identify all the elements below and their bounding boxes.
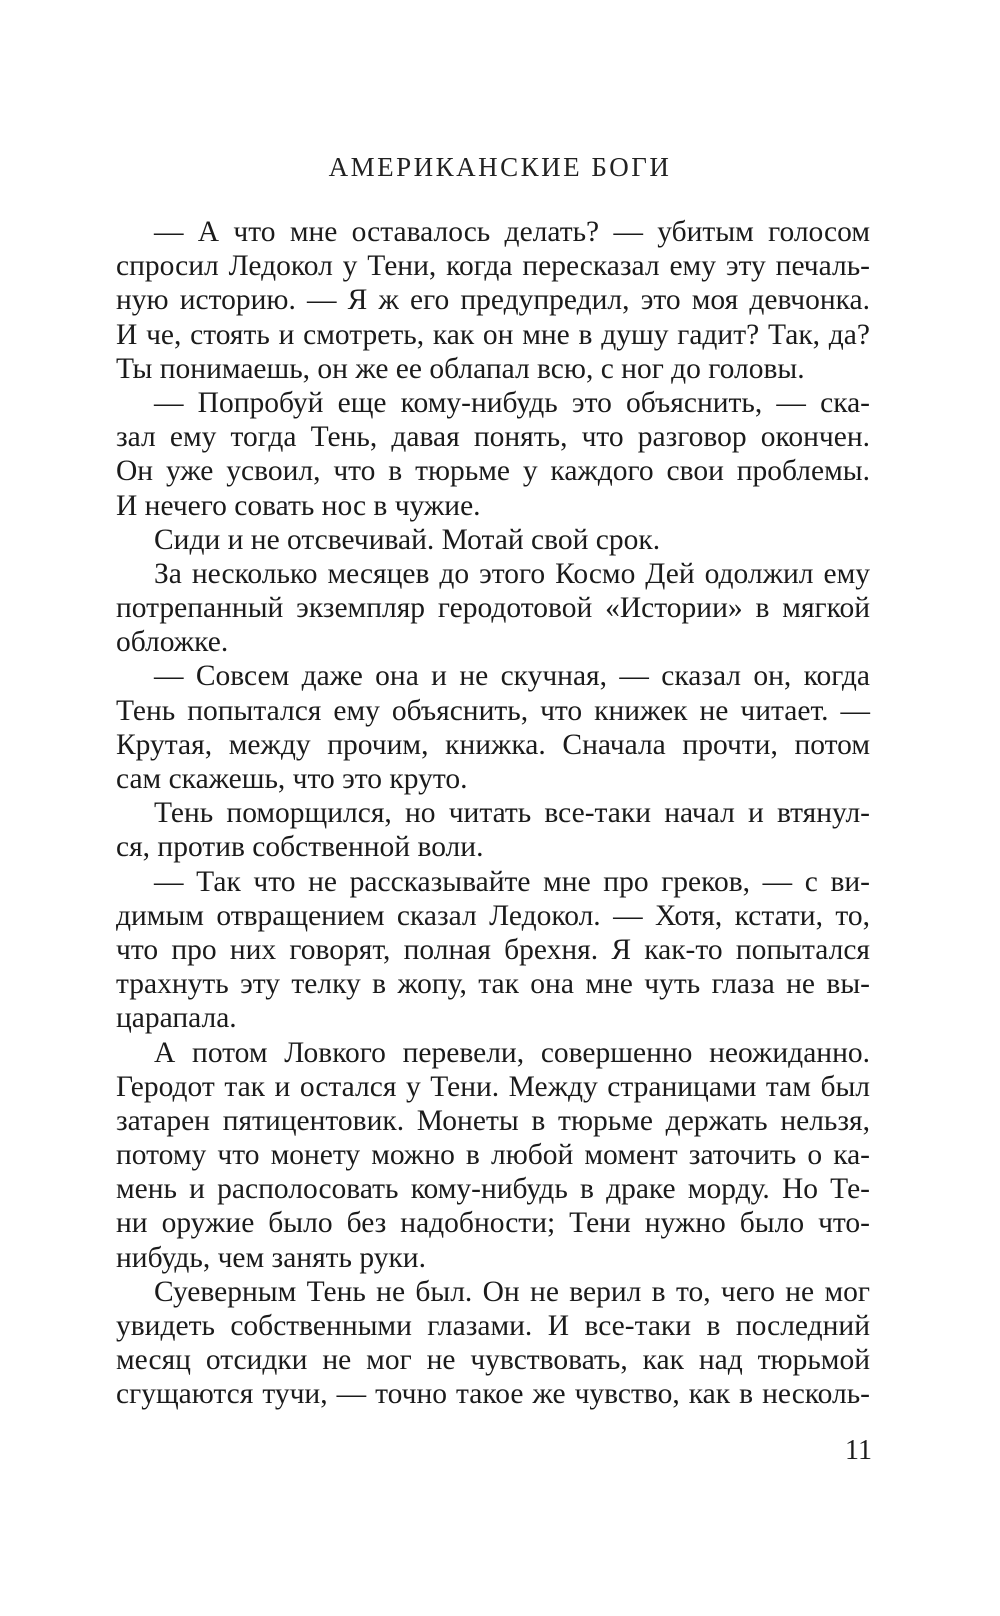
text-line: трахнуть эту телку в жопу, так она мне чуть глаза не вы- [116,968,870,1001]
text-line: месяц отсидки не мог не чувствовать, как над тюрьмой [116,1344,870,1377]
body-text [116,215,870,1412]
text-line: За несколько месяцев до этого Космо Дей одолжил ему [154,557,870,590]
text-line: спросил Ледокол у Тени, когда пересказал ему эту печаль- [116,250,870,283]
text-line: ся, против собственной воли. [116,831,484,864]
page-number: 11 [845,1435,872,1466]
text-line: — Совсем даже она и не скучная, — сказал он, когда [154,660,870,693]
text-line: обложке. [116,626,229,659]
text-line: зал ему тогда Тень, давая понять, что разговор окончен. [116,421,871,454]
text-line: димым отвращением сказал Ледокол. — Хотя, кстати, то, [116,899,870,932]
text-line: царапала. [116,1002,237,1035]
text-line: нибудь, чем занять руки. [116,1241,426,1274]
text-line: Геродот так и остался у Тени. Между страницами там был [116,1070,870,1103]
text-line: потрепанный экземпляр геродотовой «Истории» в мягкой [116,592,870,625]
text-line: Суеверным Тень не был. Он не верил в то, чего не мог [154,1275,870,1308]
text-line: увидеть собственными глазами. И все-таки в последний [116,1310,870,1342]
text-line: А потом Ловкого перевели, совершенно неожиданно. [154,1036,870,1069]
text-line: Ты понимаешь, он же ее облапал всю, с ног до головы. [116,352,805,385]
text-line: — Так что не рассказывайте мне про греков, — с ви- [154,865,870,898]
text-line: — Попробуй еще кому-нибудь это объяснить, — ска- [154,386,870,419]
text-line: Он уже усвоил, что в тюрьме у каждого свои проблемы. [116,455,870,488]
text-line: И нечего совать нос в чужие. [116,489,481,522]
text-line: затарен пятицентовик. Монеты в тюрьме держать нельзя, [116,1104,870,1137]
text-line: мень и располосовать кому-нибудь в драке морду. Но Те- [116,1173,870,1206]
text-line: И че, стоять и смотреть, как он мне в душу гадит? Так, да? [116,318,870,351]
text-line: Тень попытался ему объяснить, что книжек не читает. — [116,694,870,727]
text-line: что про них говорят, полная брехня. Я как-то попытался [116,933,870,966]
running-head: АМЕРИКАНСКИЕ БОГИ [328,152,672,182]
text-line: Сиди и не отсвечивай. Мотай свой срок. [154,523,661,556]
text-line: ни оружие было без надобности; Тени нужно было что- [116,1207,870,1240]
text-line: Тень поморщился, но читать все-таки начал и втянул- [154,797,870,830]
text-line: — А что мне оставалось делать? — убитым голосом [154,216,870,248]
text-line: сам скажешь, что это круто. [116,763,468,795]
text-line: сгущаются тучи, — точно такое же чувство, как в несколь- [116,1378,870,1411]
text-line: ную историю. — Я ж его предупредил, это моя девчонка. [116,284,870,317]
text-line: Крутая, между прочим, книжка. Сначала прочти, потом [116,728,870,761]
text-line: потому что монету можно в любой момент заточить о ка- [116,1139,870,1172]
